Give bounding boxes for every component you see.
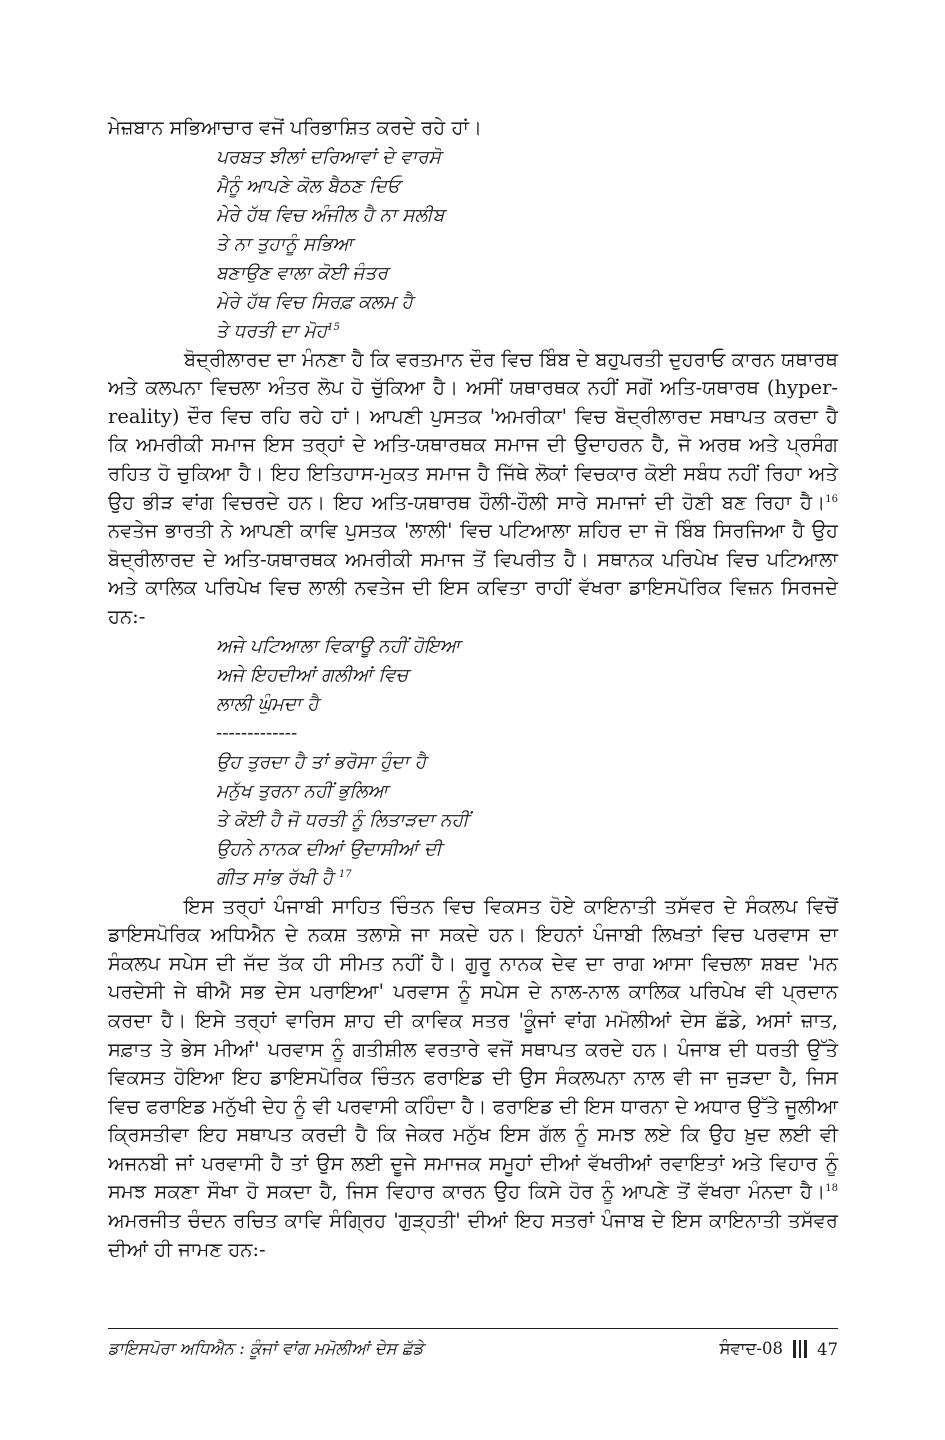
page-body xyxy=(108,114,838,1264)
poem-2-line: ਅਜੇ ਇਹਦੀਆਂ ਗਲੀਆਂ ਵਿਚ xyxy=(216,664,409,686)
footnote-ref-18[interactable]: 18 xyxy=(825,1183,838,1195)
poem-1-line: ਤੇ ਧਰਤੀ ਦਾ ਮੋਹ xyxy=(216,320,328,342)
footnote-ref-17[interactable]: 17 xyxy=(338,868,352,880)
poem-2-line: ਅਜੇ ਪਟਿਆਲਾ ਵਿਕਾਊ ਨਹੀਂ ਹੋਇਆ xyxy=(216,635,461,657)
journal-name: ਸੰਵਾਦ-08 xyxy=(719,1339,783,1358)
poem-3-line-last xyxy=(216,864,838,893)
running-title: ਡਾਇਸਪੋਰਾ ਅਧਿਐਨ : ਕੂੰਜਾਂ ਵਾਂਗ ਮਮੋਲੀਆਂ ਦੇਸ ਛੱਡੇ xyxy=(108,1339,424,1358)
poem-2-line: ਲਾਲੀ ਘੁੰਮਦਾ ਹੈ xyxy=(216,693,319,715)
footer-right xyxy=(719,1339,838,1359)
poem-separator: ------------- xyxy=(216,722,298,744)
paragraph-3-text-b: ਅਮਰਜੀਤ ਚੰਦਨ ਰਚਿਤ ਕਾਵਿ ਸੰਗ੍ਰਿਹ 'ਗੁੜ੍ਹਤੀ' ਦੀਆਂ ਇਹ ਸਤਰਾਂ ਪੰਜਾਬ ਦੇ ਇਸ ਕਾਇਨਾਤੀ ਤਸੱਵਰ ਦੀਆਂ ਹੀ ਜਾਮਣ ਹਨ:- xyxy=(108,1209,838,1261)
poem-1-line: ਤੇ ਨਾ ਤੁਹਾਨੂੰ ਸਭਿਆ xyxy=(216,233,353,255)
paragraph-3-text-a: ਇਸ ਤਰ੍ਹਾਂ ਪੰਜਾਬੀ ਸਾਹਿਤ ਚਿੰਤਨ ਵਿਚ ਵਿਕਸਤ ਹੋਏ ਕਾਇਨਾਤੀ ਤਸੱਵਰ ਦੇ ਸੰਕਲਪ ਵਿਚੋਂ ਡਾਇਸਪੋਰਿਕ ਅਧਿਐਨ ਦੇ ਨਕਸ਼ ਤਲਾਸ਼ੇ ਜਾ ਸਕਦੇ ਹਨ। ਇਹਨਾਂ ਪੰਜਾਬੀ ਲਿਖਤਾਂ ਵਿਚ ਪਰਵਾਸ ਦਾ ਸੰਕਲਪ ਸਪੇਸ ਦੀ ਜੱਦ ਤੱਕ ਹੀ ਸੀਮਤ ਨਹੀਂ ਹੈ। ਗੁਰੂ ਨਾਨਕ ਦੇਵ ਦਾ ਰਾਗ ਆਸਾ ਵਿਚਲਾ ਸ਼ਬਦ 'ਮਨ ਪਰਦੇਸੀ ਜੇ ਥੀਐ ਸਭ ਦੇਸ ਪਰਾਇਆ' ਪਰਵਾਸ ਨੂੰ ਸਪੇਸ ਦੇ ਨਾਲ-ਨਾਲ ਕਾਲਿਕ ਪਰਿਪੇਖ ਵੀ ਪ੍ਰਦਾਨ ਕਰਦਾ ਹੈ। ਇਸੇ ਤਰ੍ਹਾਂ ਵਾਰਿਸ ਸ਼ਾਹ ਦੀ ਕਾਵਿਕ ਸਤਰ 'ਕੂੰਜਾਂ ਵਾਂਗ ਮਮੋਲੀਆਂ ਦੇਸ ਛੱਡੇ, ਅਸਾਂ ਜ਼ਾਤ, ਸਫ਼ਾਤ ਤੇ ਭੇਸ ਮੀਆਂ' ਪਰਵਾਸ ਨੂੰ ਗਤੀਸ਼ੀਲ ਵਰਤਾਰੇ ਵਜੋਂ ਸਥਾਪਤ ਕਰਦੇ ਹਨ। ਪੰਜਾਬ ਦੀ ਧਰਤੀ ਉੱਤੇ ਵਿਕਸਤ ਹੋਇਆ ਇਹ ਡਾਇਸਪੋਰਿਕ ਚਿੰਤਨ ਫਰਾਇਡ ਦੀ ਉਸ ਸੰਕਲਪਨਾ ਨਾਲ ਵੀ ਜਾ ਜੁੜਦਾ ਹੈ, ਜਿਸ ਵਿਚ ਫਰਾਇਡ ਮਨੁੱਖੀ ਦੇਹ ਨੂੰ ਵੀ ਪਰਵਾਸੀ ਕਹਿੰਦਾ ਹੈ। ਫਰਾਇਡ ਦੀ ਇਸ ਧਾਰਨਾ ਦੇ ਅਧਾਰ ਉੱਤੇ ਜੂਲੀਆ ਕ੍ਰਿਸਤੀਵਾ ਇਹ ਸਥਾਪਤ ਕਰਦੀ ਹੈ ਕਿ ਜੇਕਰ ਮਨੁੱਖ ਇਸ ਗੱਲ ਨੂੰ ਸਮਝ ਲਏ ਕਿ ਉਹ ਖ਼ੁਦ ਲਈ ਵੀ ਅਜਨਬੀ ਜਾਂ ਪਰਵਾਸੀ ਹੈ ਤਾਂ ਉਸ ਲਈ ਦੂਜੇ ਸਮਾਜਕ ਸਮੂਹਾਂ ਦੀਆਂ ਵੱਖਰੀਆਂ ਰਵਾਇਤਾਂ ਅਤੇ ਵਿਹਾਰ ਨੂੰ ਸਮਝ ਸਕਣਾ ਸੌਖਾ ਹੋ ਸਕਦਾ ਹੈ, ਜਿਸ ਵਿਹਾਰ ਕਾਰਨ ਉਹ ਕਿਸੇ ਹੋਰ ਨੂੰ ਆਪਣੇ ਤੋਂ ਵੱਖਰਾ ਮੰਨਦਾ ਹੈ। xyxy=(108,894,838,1204)
poem-2 xyxy=(216,632,838,893)
page-footer xyxy=(108,1328,838,1373)
paragraph-2-text-a: ਬੋਦ੍ਰੀਲਾਰਦ ਦਾ ਮੰਨਣਾ ਹੈ ਕਿ ਵਰਤਮਾਨ ਦੌਰ ਵਿਚ ਬਿੰਬ ਦੇ ਬਹੁਪਰਤੀ ਦੁਹਰਾਓ ਕਾਰਨ ਯਥਾਰਥ ਅਤੇ ਕਲਪਨਾ ਵਿਚਲਾ ਅੰਤਰ ਲੋਪ ਹੋ ਚੁੱਕਿਆ ਹੈ। ਅਸੀਂ ਯਥਾਰਥਕ ਨਹੀਂ ਸਗੋਂ ਅਤਿ-ਯਥਾਰਥ (hyper-reality) ਦੌਰ ਵਿਚ ਰਹਿ ਰਹੇ ਹਾਂ। ਆਪਣੀ ਪੁਸਤਕ 'ਅਮਰੀਕਾ' ਵਿਚ ਬੋਦ੍ਰੀਲਾਰਦ ਸਥਾਪਤ ਕਰਦਾ ਹੈ ਕਿ ਅਮਰੀਕੀ ਸਮਾਜ ਇਸ ਤਰ੍ਹਾਂ ਦੇ ਅਤਿ-ਯਥਾਰਥਕ ਸਮਾਜ ਦੀ ਉਦਾਹਰਨ ਹੈ, ਜੋ ਅਰਥ ਅਤੇ ਪ੍ਰਸੰਗ ਰਹਿਤ ਹੋ ਚੁਕਿਆ ਹੈ। ਇਹ ਇਤਿਹਾਸ-ਮੁਕਤ ਸਮਾਜ ਹੈ ਜਿੱਥੇ ਲੋਕਾਂ ਵਿਚਕਾਰ ਕੋਈ ਸਬੰਧ ਨਹੀਂ ਰਿਹਾ ਅਤੇ ਉਹ ਭੀੜ ਵਾਂਗ ਵਿਚਰਦੇ ਹਨ। ਇਹ ਅਤਿ-ਯਥਾਰਥ ਹੌਲੀ-ਹੌਲੀ ਸਾਰੇ ਸਮਾਜਾਂ ਦੀ ਹੋਣੀ ਬਣ ਰਿਹਾ ਹੈ। xyxy=(108,347,838,514)
paragraph-2 xyxy=(108,346,838,632)
poem-3-line: ਗੀਤ ਸਾਂਭ ਰੱਖੀ ਹੈ xyxy=(216,867,333,889)
bars-ornament-icon xyxy=(793,1340,807,1358)
poem-1-line: ਮੈਨੂੰ ਆਪਣੇ ਕੋਲ ਬੈਠਣ ਦਿਓ xyxy=(216,175,401,197)
footnote-ref-16[interactable]: 16 xyxy=(825,493,838,505)
poem-1-line-last xyxy=(216,317,838,346)
paragraph-2-text-b: ਨਵਤੇਜ ਭਾਰਤੀ ਨੇ ਆਪਣੀ ਕਾਵਿ ਪੁਸਤਕ 'ਲਾਲੀ' ਵਿਚ ਪਟਿਆਲਾ ਸ਼ਹਿਰ ਦਾ ਜੋ ਬਿੰਬ ਸਿਰਜਿਆ ਹੈ ਉਹ ਬੋਦ੍ਰੀਲਾਰਦ ਦੇ ਅਤਿ-ਯਥਾਰਥਕ ਅਮਰੀਕੀ ਸਮਾਜ ਤੋਂ ਵਿਪਰੀਤ ਹੈ। ਸਥਾਨਕ ਪਰਿਪੇਖ ਵਿਚ ਪਟਿਆਲਾ ਅਤੇ ਕਾਲਿਕ ਪਰਿਪੇਖ ਵਿਚ ਲਾਲੀ ਨਵਤੇਜ ਦੀ ਇਸ ਕਵਿਤਾ ਰਾਹੀਂ ਵੱਖਰਾ ਡਾਇਸਪੋਰਿਕ ਵਿਜ਼ਨ ਸਿਰਜਦੇ ਹਨ:- xyxy=(108,519,838,628)
poem-3-line: ਉਹਨੇ ਨਾਨਕ ਦੀਆਂ ਉਦਾਸੀਆਂ ਦੀ xyxy=(216,838,442,860)
poem-3-line: ਮਨੁੱਖ ਤੁਰਨਾ ਨਹੀਂ ਭੁਲਿਆ xyxy=(216,780,388,802)
page-number: 47 xyxy=(817,1339,838,1359)
poem-3-line: ਉਹ ਤੁਰਦਾ ਹੈ ਤਾਂ ਭਰੋਸਾ ਹੁੰਦਾ ਹੈ xyxy=(216,751,426,773)
footnote-ref-15[interactable]: 15 xyxy=(327,321,340,333)
poem-1-line: ਬਣਾਉਣ ਵਾਲਾ ਕੋਈ ਜੰਤਰ xyxy=(216,262,388,284)
poem-3-line: ਤੇ ਕੋਈ ਹੈ ਜੋ ਧਰਤੀ ਨੂੰ ਲਿਤਾੜਦਾ ਨਹੀਂ xyxy=(216,809,469,831)
paragraph-1: ਮੇਜ਼ਬਾਨ ਸਭਿਆਚਾਰ ਵਜੋਂ ਪਰਿਭਾਸ਼ਿਤ ਕਰਦੇ ਰਹੇ ਹਾਂ। xyxy=(108,116,483,139)
poem-1-line: ਮੇਰੇ ਹੱਥ ਵਿਚ ਅੰਜੀਲ ਹੈ ਨਾ ਸਲੀਬ xyxy=(216,204,445,226)
poem-1 xyxy=(216,143,838,346)
poem-1-line: ਪਰਬਤ ਝੀਲਾਂ ਦਰਿਆਵਾਂ ਦੇ ਵਾਰਸੋ xyxy=(216,146,441,168)
paragraph-3 xyxy=(108,893,838,1265)
poem-1-line: ਮੇਰੇ ਹੱਥ ਵਿਚ ਸਿਰਫ਼ ਕਲਮ ਹੈ xyxy=(216,291,413,313)
